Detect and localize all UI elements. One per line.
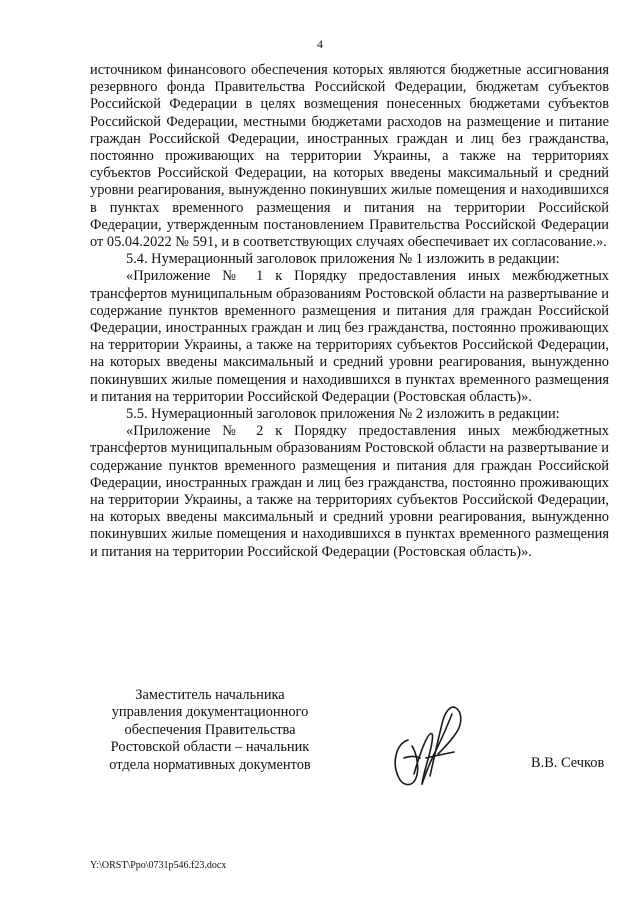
signer-name: В.В. Сечков (531, 755, 605, 771)
paragraph-item-5-5: 5.5. Нумерационный заголовок приложения № 2 изложить в редакции: (126, 406, 560, 423)
paragraph-continuation: источником финансового обеспечения которых являются бюджетные ассигнования резервного фонда Правительства Российской Федерации, бюджетам субъектов Российской Федерации в целях возмещения понесенных бюджетами субъектов Российской Федерации, местными бюджетами расходов на размещение и питание граждан Российской Федерации, иностранных граждан и лиц без гражданства, постоянно проживающих на территории Украины, а также на территориях субъектов Российской Федерации, на которых введены максимальный и средний уровни реагирования, вынужденно покинувших жилые помещения и находившихся в пунктах временного размещения и питания на территории Российской Федерации, утвержденным постановлением Правительства Российской Федерации от 05.04.2022 № 591, и в соответствующих случаях обеспечивает их согласование.». (90, 62, 609, 251)
paragraph-appendix-2-heading: «Приложение № 2 к Порядку предоставления иных межбюджетных трансфертов муниципальным образованиям Ростовской области на развертывание и содержание пунктов временного размещения и питания для граждан Российской Федерации, иностранных граждан и лиц без гражданства, постоянно проживающих на территории Украины, а также на территориях субъектов Российской Федерации, на которых введены максимальный и средний уровни реагирования, вынужденно покинувших жилые помещения и находившихся в пунктах временного размещения и питания на территории Российской Федерации (Ростовская область)». (90, 423, 609, 560)
handwritten-signature (386, 700, 466, 792)
document-body (90, 62, 609, 561)
signatory-position-line: обеспечения Правительства (124, 721, 296, 738)
paragraph-item-5-4: 5.4. Нумерационный заголовок приложения № 1 изложить в редакции: (126, 251, 560, 268)
footer-file-path: Y:\ORST\Ppo\0731p546.f23.docx (90, 860, 227, 871)
signatory-position-line: Заместитель начальника (135, 687, 285, 703)
signatory-position (90, 687, 330, 774)
signatory-position-line: отдела нормативных документов (109, 756, 311, 773)
paragraph-appendix-1-heading: «Приложение № 1 к Порядку предоставления иных межбюджетных трансфертов муниципальным образованиям Ростовской области на развертывание и содержание пунктов временного размещения и питания для граждан Российской Федерации, иностранных граждан и лиц без гражданства, постоянно проживающих на территории Украины, а также на территориях субъектов Российской Федерации, на которых введены максимальный и средний уровни реагирования, вынужденно покинувших жилые помещения и находившихся в пунктах временного размещения и питания на территории Российской Федерации (Ростовская область)». (90, 268, 609, 405)
page-number: 4 (317, 37, 323, 51)
signatory-position-line: управления документационного (111, 704, 309, 721)
signatory-position-line: Ростовской области – начальник (110, 739, 310, 756)
